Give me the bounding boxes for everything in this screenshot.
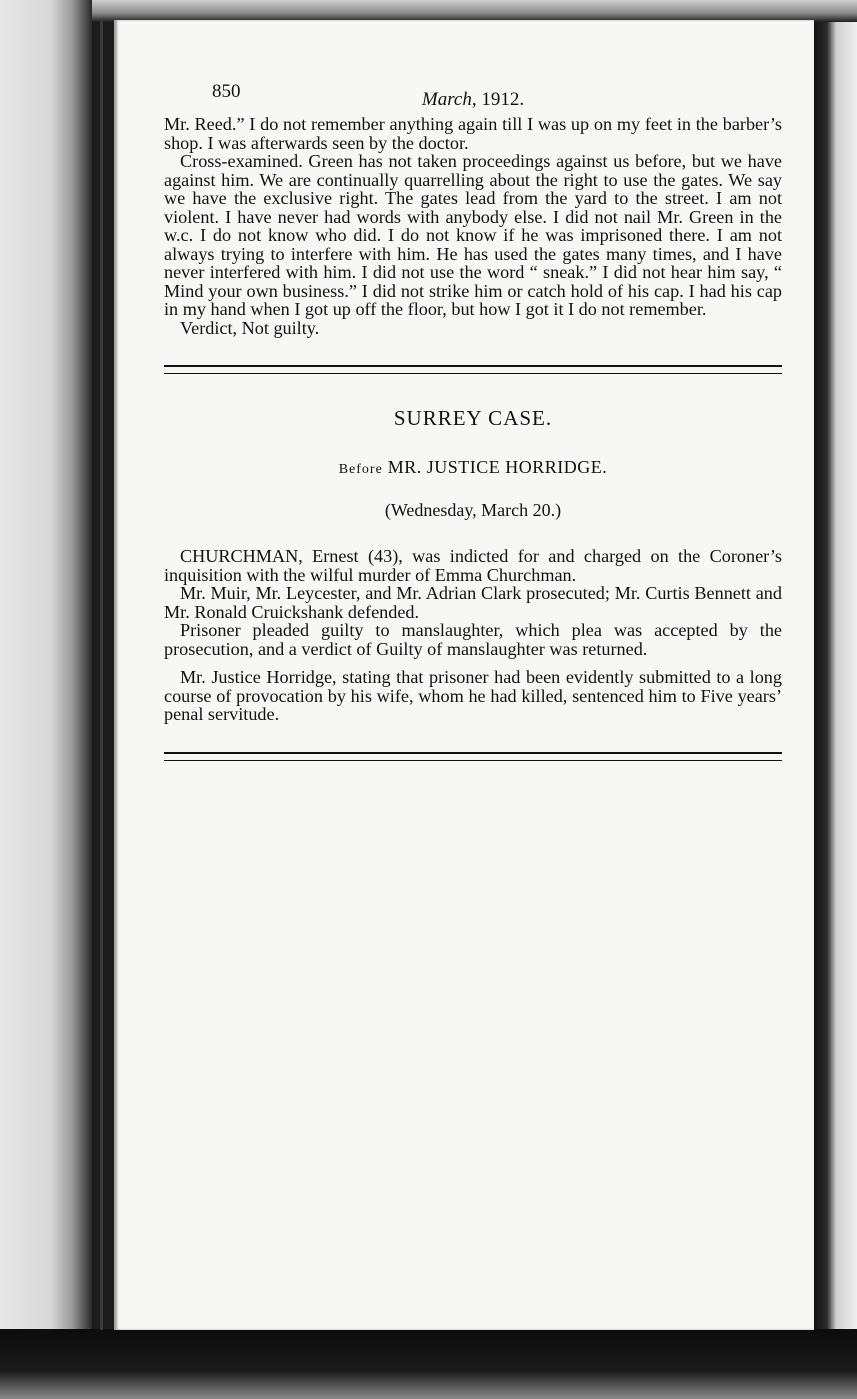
scan-bottom-edge [0, 1329, 857, 1399]
running-head [164, 89, 782, 111]
section-divider [164, 365, 782, 374]
section-divider [164, 752, 782, 761]
paragraph: Prisoner pleaded guilty to manslaughter, which plea was accepted by the prosecution, and a verdict of Guilty of manslaughter was returned. [164, 620, 782, 659]
running-head-month: March [421, 89, 472, 110]
before-label: Before [338, 462, 383, 477]
paragraph: Mr. Muir, Mr. Leycester, and Mr. Adrian Clark prosecuted; Mr. Curtis Bennett and Mr. Ronald Cruickshank defended. [164, 583, 782, 622]
sitting-date: (Wednesday, March 20.) [384, 500, 562, 520]
page-number: 850 [212, 81, 241, 102]
paragraph: CHURCHMAN, Ernest (43), was indicted for and charged on the Coroner’s inquisition with the wilful murder of Emma Churchman. [164, 546, 782, 585]
case-title: SURREY CASE. [393, 406, 553, 430]
paragraph: Mr. Reed.” I do not remember anything again till I was up on my feet in the barber’s shop. I was afterwards seen by the doctor. [164, 114, 782, 153]
book-spine [100, 20, 103, 1330]
page-header [164, 75, 782, 115]
surrey-case-text [164, 547, 782, 724]
judge-name: MR. JUSTICE HORRIDGE. [387, 457, 608, 477]
verdict: Verdict, Not guilty. [180, 317, 320, 338]
page-content [164, 75, 782, 761]
scan-left-margin [0, 0, 92, 1399]
previous-case-text [164, 115, 782, 337]
scan-right-edge [811, 22, 857, 1342]
running-head-year: , 1912. [471, 89, 525, 110]
book-page [114, 20, 814, 1330]
paragraph: Mr. Justice Horridge, stating that prisoner had been evidently submitted to a long course of provocation by his wife, whom he had killed, sentenced him to Five years’ penal servitude. [164, 667, 782, 724]
scan-top-edge [92, 0, 857, 22]
judge-line [164, 457, 782, 478]
paragraph: Cross-examined. Green has not taken proceedings against us before, but we have against him. We are continually quarrelling about the right to use the gates. We say we have the exclusive right. The gates lead from the yard to the street. I am not violent. I have never had words with anybody else. I did not nail Mr. Green in the w.c. I do not know who did. I do not know if he was imprisoned there. I am not always trying to interfere with him. He has used the gates many times, and I have never interfered with him. I did not use the word “ sneak.” I did not hear him say, “ Mind your own business.” I did not strike him or catch hold of his cap. I had his cap in my hand when I got up off the floor, but how I got it I do not remember. [164, 151, 782, 319]
